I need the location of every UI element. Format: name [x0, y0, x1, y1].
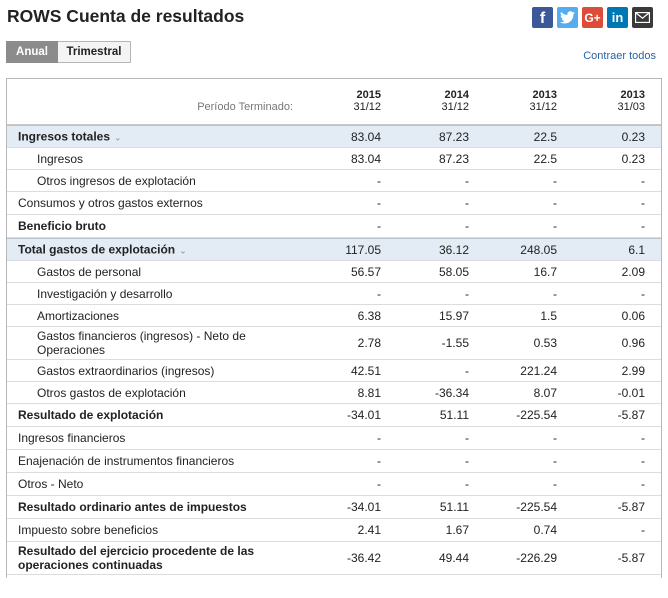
row-value: -: [553, 173, 557, 188]
page-title: ROWS Cuenta de resultados: [7, 6, 245, 26]
row-label-text: Ingresos financieros: [18, 431, 126, 445]
row-label-text: Resultado ordinario antes de impuestos: [18, 500, 247, 514]
row-value: 0.06: [621, 308, 645, 323]
row-value: -: [377, 454, 381, 468]
table-row: [7, 261, 661, 283]
row-value: -: [465, 431, 469, 445]
row-value: -34.01: [346, 408, 381, 422]
row-value: -: [465, 477, 469, 491]
row-value: 2.41: [357, 523, 381, 537]
row-value: 6.1: [628, 242, 645, 257]
row-label: [18, 129, 293, 144]
row-label-text: Beneficio bruto: [18, 219, 107, 233]
row-value: -: [465, 219, 469, 233]
row-value: 2.09: [621, 264, 645, 279]
row-label-text: Gastos financieros (ingresos) - Neto de Operaciones: [37, 329, 246, 357]
row-value: -: [553, 477, 557, 491]
table-row: [7, 360, 661, 382]
row-value: 1.5: [540, 308, 557, 323]
row-value: 22.5: [533, 129, 557, 144]
email-share-button[interactable]: [632, 7, 653, 28]
row-value: -: [553, 431, 557, 445]
row-value: -225.54: [516, 500, 557, 514]
row-value: -: [641, 286, 645, 301]
row-value: -: [377, 196, 381, 210]
chevron-down-icon[interactable]: ⌄: [179, 245, 187, 255]
column-header: [301, 89, 381, 113]
twitter-share-button[interactable]: [557, 7, 578, 28]
row-label-text: Ingresos totales: [18, 129, 111, 143]
table-header: [7, 79, 661, 125]
period-tabs: [6, 41, 131, 63]
row-value: 83.04: [350, 151, 381, 166]
column-year: 2013: [620, 89, 645, 101]
row-label-text: Consumos y otros gastos externos: [18, 196, 203, 210]
email-icon: [635, 12, 650, 23]
row-value: 51.11: [439, 408, 469, 422]
table-row: [7, 427, 661, 450]
row-value: 117.05: [345, 242, 381, 257]
row-label: [18, 454, 293, 468]
table-row: [7, 473, 661, 496]
row-value: -: [465, 196, 469, 210]
column-year: 2013: [532, 89, 557, 101]
row-label-text: Investigación y desarrollo: [37, 286, 173, 301]
tab-quarterly[interactable]: Trimestral: [58, 41, 131, 63]
row-value: 51.11: [439, 500, 469, 514]
row-label: [37, 309, 293, 323]
row-value: 221.24: [520, 363, 557, 378]
row-label: [18, 408, 293, 422]
row-value: -36.34: [434, 385, 469, 400]
chevron-down-icon[interactable]: ⌄: [114, 132, 122, 142]
table-group-row[interactable]: [7, 125, 661, 148]
social-share-bar: [532, 7, 653, 28]
twitter-icon: [560, 11, 575, 24]
row-value: 248.05: [520, 242, 557, 257]
table-body: [7, 125, 661, 575]
period-label: Período Terminado:: [197, 101, 293, 113]
column-year: 2014: [444, 89, 469, 101]
row-label-text: Gastos de personal: [37, 264, 142, 279]
table-row: [7, 382, 661, 404]
row-value: 2.78: [357, 336, 381, 350]
row-label: [18, 544, 293, 572]
row-value: 15.97: [438, 308, 469, 323]
table-row: [7, 170, 661, 192]
column-date: 31/12: [529, 101, 557, 113]
row-label-text: Otros ingresos de explotación: [37, 173, 196, 188]
column-header: [477, 89, 557, 113]
row-value: 42.51: [350, 363, 381, 378]
row-label-text: Resultado del ejercicio procedente de las operaciones continuadas: [18, 544, 255, 572]
table-row: [7, 519, 661, 542]
row-value: 0.53: [533, 336, 557, 350]
row-label: [18, 431, 293, 445]
row-value: -: [553, 219, 557, 233]
row-label: [18, 219, 293, 233]
row-label-text: Impuesto sobre beneficios: [18, 523, 159, 537]
row-value: -0.01: [617, 385, 645, 400]
row-value: -1.55: [441, 336, 469, 350]
row-value: 58.05: [438, 264, 469, 279]
row-value: -: [377, 477, 381, 491]
row-value: -: [465, 173, 469, 188]
row-value: 0.96: [621, 336, 645, 350]
table-row: [7, 450, 661, 473]
row-value: -: [465, 286, 469, 301]
row-value: -: [641, 173, 645, 188]
row-value: -: [553, 196, 557, 210]
row-label-text: Otros gastos de explotación: [37, 385, 186, 400]
row-label-text: Otros - Neto: [18, 477, 84, 491]
row-label: [37, 386, 293, 400]
row-value: 1.67: [445, 523, 469, 537]
row-value: -: [641, 477, 645, 491]
row-label: [37, 265, 293, 279]
facebook-share-button[interactable]: f: [532, 7, 553, 28]
row-label-text: Gastos extraordinarios (ingresos): [37, 363, 215, 378]
row-label-text: Amortizaciones: [37, 308, 120, 323]
table-row: [7, 542, 661, 575]
table-row: [7, 283, 661, 305]
row-value: 87.23: [438, 151, 469, 166]
row-value: -: [641, 454, 645, 468]
row-label-text: Resultado de explotación: [18, 408, 164, 422]
row-value: -: [641, 219, 645, 233]
row-value: -36.42: [346, 551, 381, 565]
row-value: -: [465, 454, 469, 468]
row-label: [37, 152, 293, 166]
row-value: -225.54: [516, 408, 557, 422]
row-value: -34.01: [346, 500, 381, 514]
row-value: 6.38: [357, 308, 381, 323]
column-header: [565, 89, 645, 113]
row-label: [37, 364, 293, 378]
table-row: [7, 404, 661, 427]
row-label: [18, 500, 293, 514]
table-row: [7, 305, 661, 327]
google-plus-share-button[interactable]: G+: [582, 7, 603, 28]
row-value: 22.5: [533, 151, 557, 166]
row-value: -: [465, 363, 469, 378]
table-group-row[interactable]: [7, 238, 661, 261]
table-row: [7, 215, 661, 238]
row-value: 0.23: [621, 129, 645, 144]
row-value: -5.87: [617, 551, 645, 565]
row-value: -: [641, 431, 645, 445]
row-label: [37, 287, 293, 301]
table-row: [7, 148, 661, 170]
row-value: 16.7: [533, 264, 557, 279]
row-value: 2.99: [621, 363, 645, 378]
row-value: 8.81: [357, 385, 381, 400]
row-label: [18, 242, 293, 257]
row-value: 83.04: [350, 129, 381, 144]
row-value: 0.74: [533, 523, 557, 537]
row-value: 36.12: [438, 242, 469, 257]
row-label-text: Ingresos: [37, 151, 84, 166]
row-value: -: [553, 286, 557, 301]
row-value: -: [377, 286, 381, 301]
row-value: 87.23: [438, 129, 469, 144]
column-header: [389, 89, 469, 113]
row-label: [18, 196, 293, 210]
linkedin-share-button[interactable]: in: [607, 7, 628, 28]
row-label-text: Enajenación de instrumentos financieros: [18, 454, 235, 468]
row-value: 8.07: [533, 385, 557, 400]
column-date: 31/12: [353, 101, 381, 113]
row-label-text: Total gastos de explotación: [18, 242, 176, 256]
column-year: 2015: [356, 89, 381, 101]
column-date: 31/12: [441, 101, 469, 113]
row-label: [18, 477, 293, 491]
income-statement-table: [6, 78, 662, 578]
table-row: [7, 192, 661, 215]
table-row: [7, 496, 661, 519]
row-value: -: [641, 523, 645, 537]
row-value: 0.23: [621, 151, 645, 166]
row-value: -: [377, 219, 381, 233]
row-value: -5.87: [617, 500, 645, 514]
row-label: [18, 523, 293, 537]
tab-annual[interactable]: Anual: [6, 41, 58, 63]
row-value: -: [377, 431, 381, 445]
row-value: 56.57: [350, 264, 381, 279]
collapse-all-link[interactable]: Contraer todos: [583, 50, 656, 62]
row-value: -: [553, 454, 557, 468]
row-value: -226.29: [516, 551, 557, 565]
row-label: [37, 174, 293, 188]
row-value: -5.87: [617, 408, 645, 422]
table-row: [7, 327, 661, 360]
row-value: -: [641, 196, 645, 210]
row-value: -: [377, 173, 381, 188]
row-value: 49.44: [438, 551, 469, 565]
row-label: [37, 329, 293, 357]
column-date: 31/03: [617, 101, 645, 113]
